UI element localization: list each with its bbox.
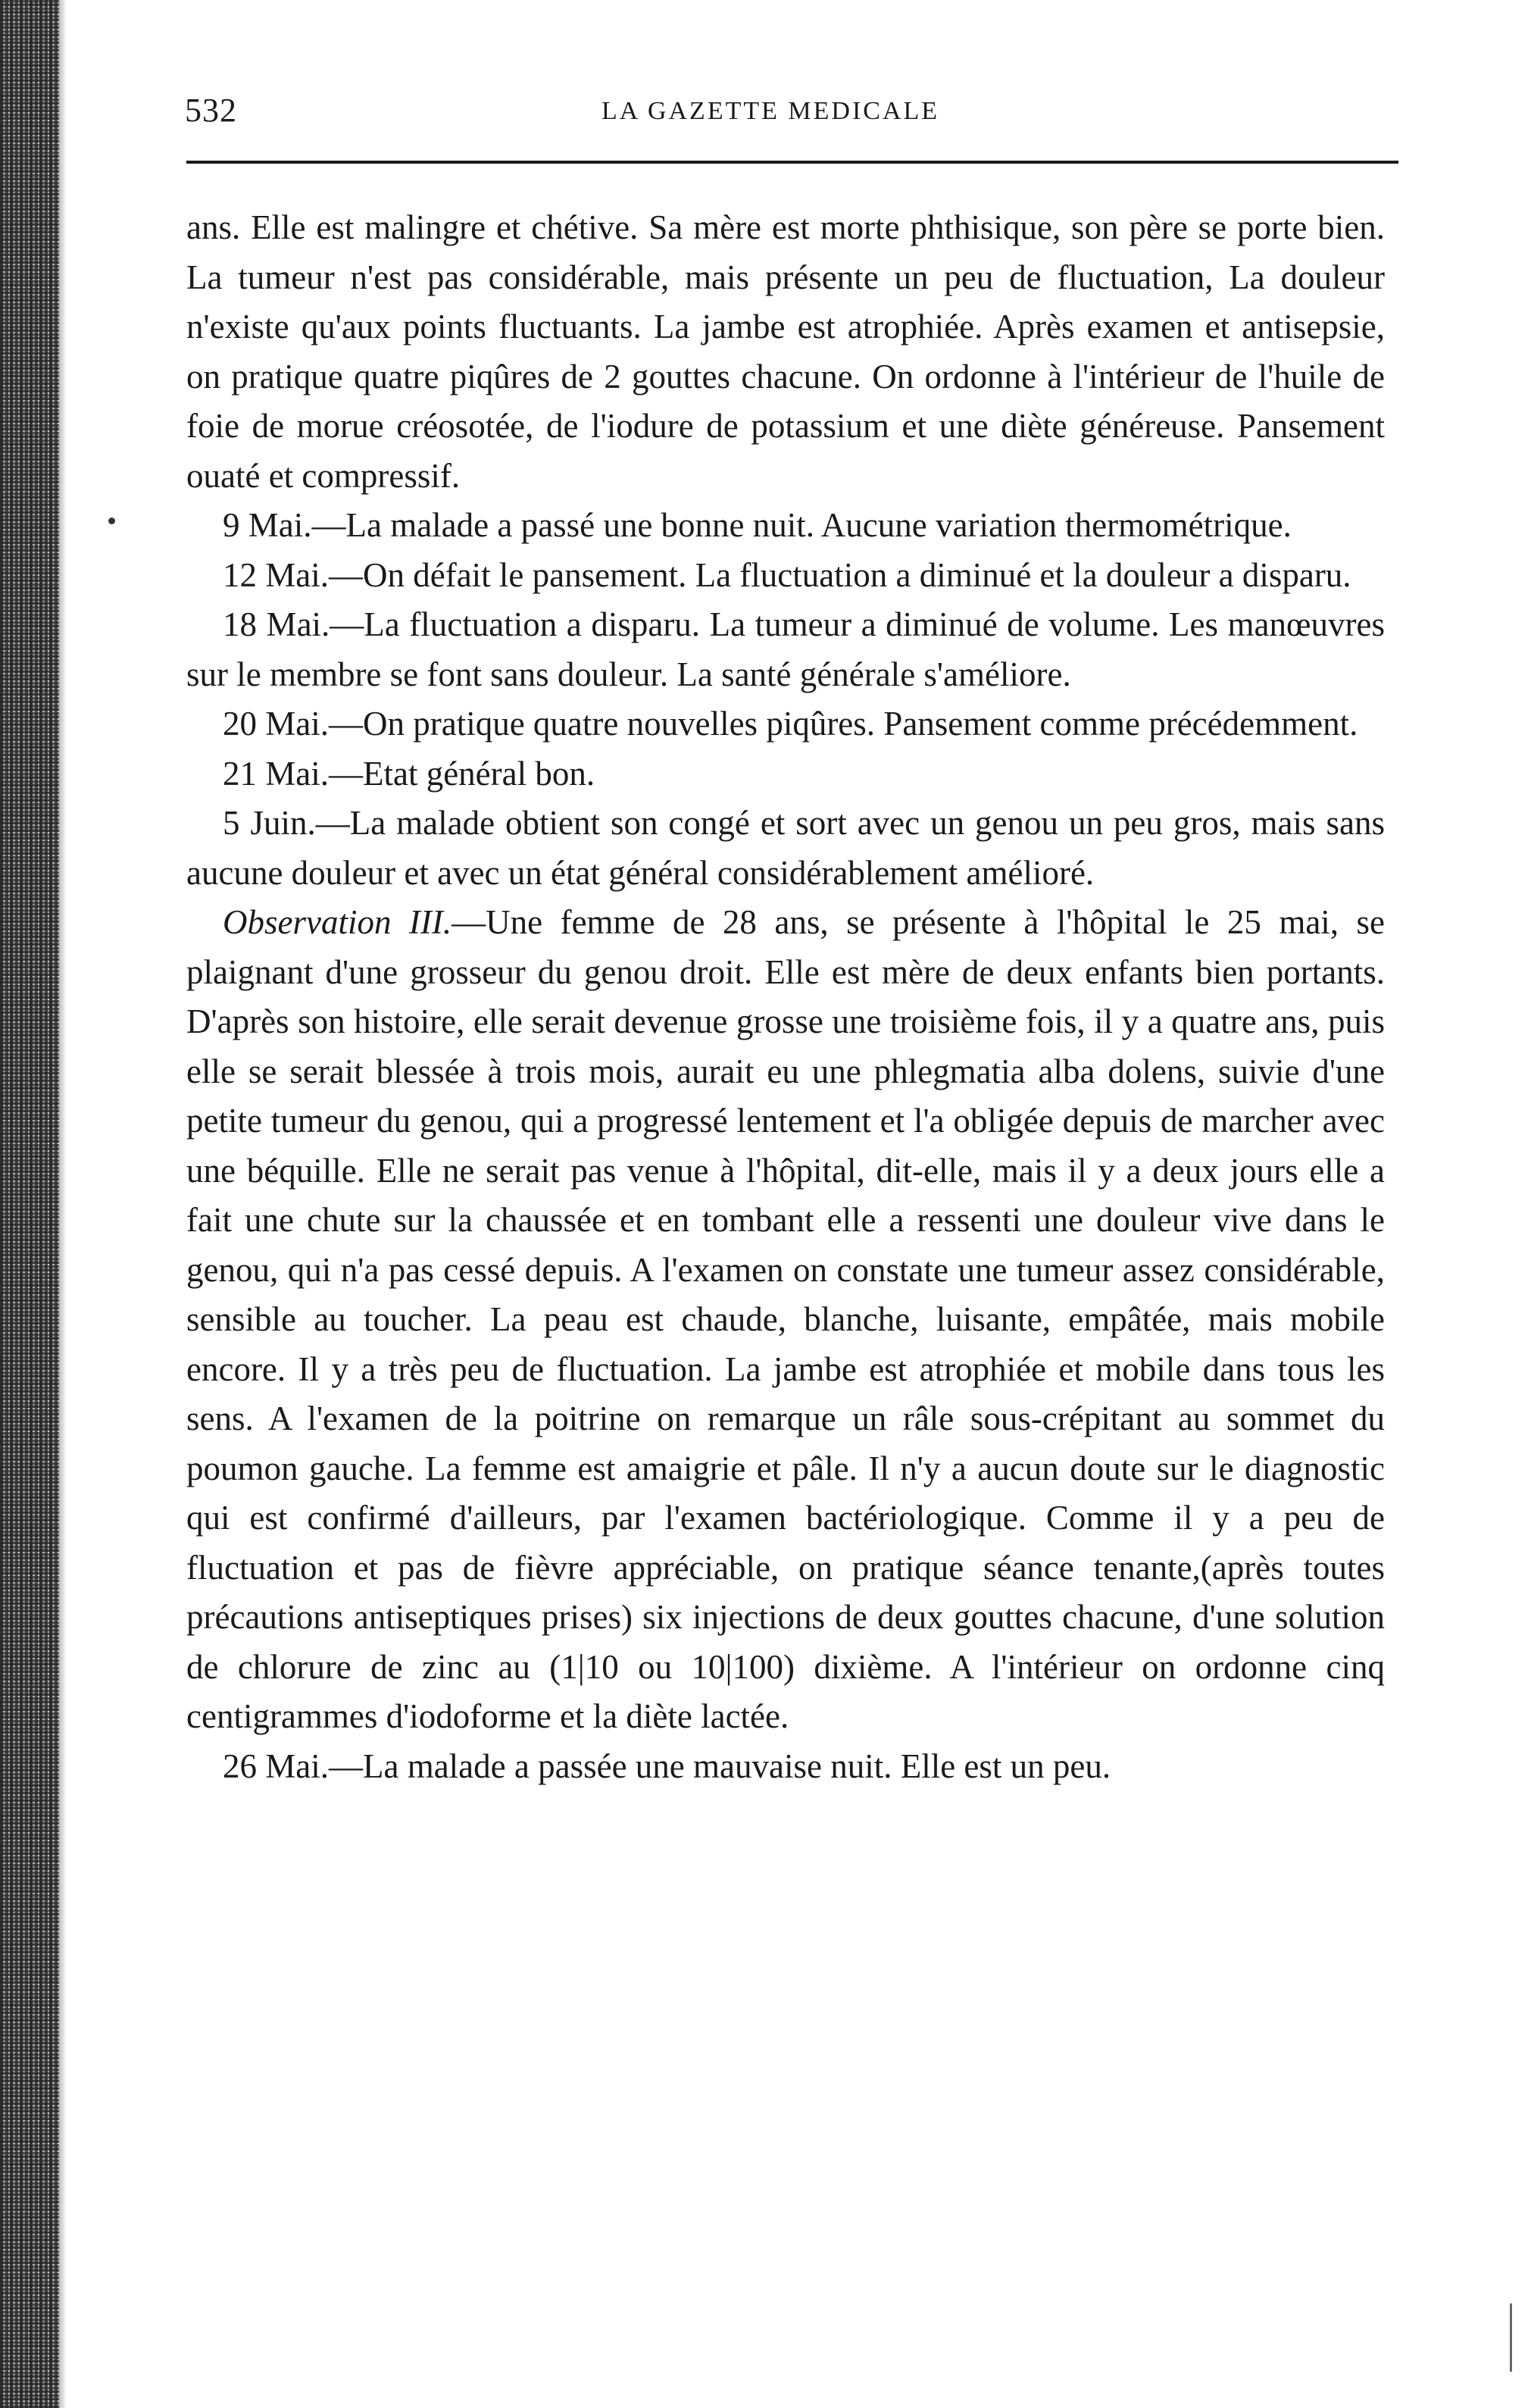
paragraph-entry-21-mai: 21 Mai.—Etat général bon. bbox=[223, 754, 595, 793]
book-binding-edge bbox=[0, 0, 59, 2408]
paragraph-entry-20-mai: 20 Mai.—On pratique quatre nouvelles piqûres. Pansement comme précédemment. bbox=[223, 705, 1358, 743]
paragraph-entry-26-mai: 26 Mai.—La malade a passée une mauvaise nuit. Elle est un peu. bbox=[223, 1747, 1111, 1785]
page-body bbox=[186, 203, 1385, 1791]
paragraph-entry-18-mai: 18 Mai.—La fluctuation a disparu. La tumeur a diminué de volume. Les manœuvres sur le membre se font sans douleur. La santé générale s'améliore. bbox=[186, 605, 1385, 693]
observation-text: —Une femme de 28 ans, se présente à l'hôpital le 25 mai, se plaignant d'une grosseur du genou droit. Elle est mère de deux enfants bien portants. D'après son histoire, elle serait devenue grosse une troisième fois, il y a quatre ans, puis elle se serait blessée à trois mois, aurait eu une phlegmatia alba dolens, suivie d'une petite tumeur du genou, qui a progressé lentement et l'a obligée depuis de marcher avec une béquille. Elle ne serait pas venue à l'hôpital, dit-elle, mais il y a deux jours elle a fait une chute sur la chaussée et en tombant elle a ressenti une douleur vive dans le genou, qui n'a pas cessé depuis. A l'examen on constate une tumeur assez considérable, sensible au toucher. La peau est chaude, blanche, luisante, empâtée, mais mobile encore. Il y a très peu de fluctuation. La jambe est atrophiée et mobile dans tous les sens. A l'examen de la poitrine on remarque un râle sous-crépitant au sommet du poumon gauche. La femme est amaigrie et pâle. Il n'y a aucun doute sur le diagnostic qui est confirmé d'ailleurs, par l'examen bactériologique. Comme il y a peu de fluctuation et pas de fièvre appréciable, on pratique séance tenante,(après toutes précautions antiseptiques prises) six injections de deux gouttes chacune, d'une solution de chlorure de zinc au (1|10 ou 10|100) dixième. A l'intérieur on ordonne cinq centigrammes d'iodoforme et la diète lactée. bbox=[186, 903, 1385, 1735]
paragraph-entry-12-mai: 12 Mai.—On défait le pansement. La fluctuation a diminué et la douleur a disparu. bbox=[223, 555, 1351, 594]
paragraph-entry-9-mai: 9 Mai.—La malade a passé une bonne nuit. Aucune variation thermométrique. bbox=[223, 506, 1292, 544]
binding-shadow bbox=[59, 0, 67, 2408]
running-head: LA GAZETTE MEDICALE bbox=[601, 97, 940, 125]
observation-title: Observation III. bbox=[223, 903, 452, 941]
margin-speck bbox=[1510, 2303, 1512, 2372]
page-header bbox=[185, 91, 1397, 136]
page-number: 532 bbox=[185, 92, 237, 129]
ink-speck bbox=[108, 518, 115, 524]
header-rule bbox=[186, 161, 1398, 164]
paragraph-continuation: ans. Elle est malingre et chétive. Sa mère est morte phthisique, son père se porte bien. La tumeur n'est pas considérable, mais présente un peu de fluctuation, La douleur n'existe qu'aux points fluctuants. La jambe est atrophiée. Après examen et antisepsie, on pratique quatre piqûres de 2 gouttes chacune. On ordonne à l'intérieur de l'huile de foie de morue créosotée, de l'iodure de potassium et une diète généreuse. Pansement ouaté et compressif. bbox=[186, 208, 1385, 495]
paragraph-observation-iii bbox=[186, 898, 1385, 1742]
paragraph-entry-5-juin: 5 Juin.—La malade obtient son congé et sort avec un genou un peu gros, mais sans aucune douleur et avec un état général considérablement amélioré. bbox=[186, 804, 1385, 892]
